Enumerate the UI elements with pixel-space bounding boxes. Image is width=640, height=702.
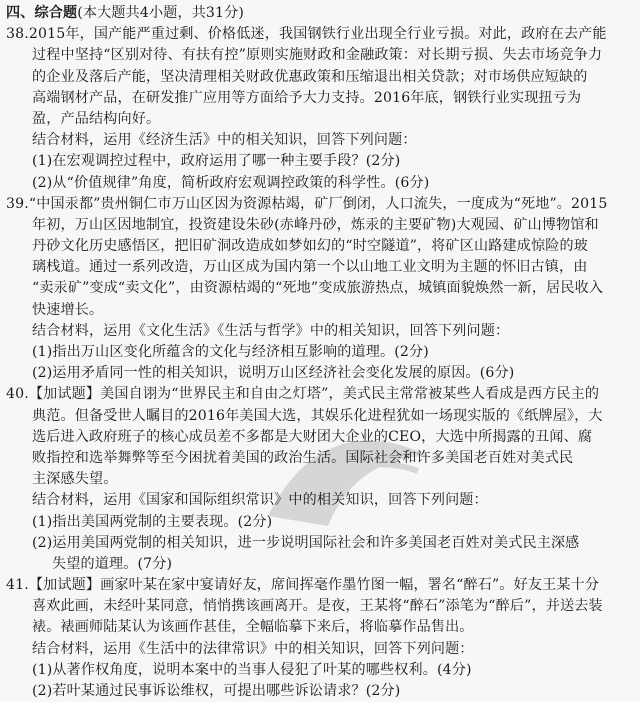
q39-line-2: 年初，万山区因地制宜，投资建设朱砂(赤峰丹砂，炼汞的主要矿物)大观园、矿山博物馆和 [32,216,599,233]
q39-question-2: (2)运用矛盾同一性的相关知识，说明万山区经济社会变化发展的原因。(6分) [32,365,515,382]
section-note: (本大题共4小题，共31分) [77,5,245,21]
q41-question-1: (1)从著作权角度，说明本案中的当事人侵犯了叶某的哪些权利。(4分) [32,661,472,678]
q39-instruction: 结合材料，运用《文化生活》《生活与哲学》中的相关知识，回答下列问题： [32,322,510,339]
q39-line-4: 璃栈道。通过一系列改造，万山区成为国内第一个以山地工业文明为主题的怀旧古镇，由 [32,259,588,276]
q39-question-1: (1)指出万山区变化所蕴含的文化与经济相互影响的道理。(2分) [32,344,429,360]
q40-line-3: 选后进入政府班子的核心成员差不多都是大财团大企业的CEO，大选中所揭露的丑闻、腐 [32,428,593,445]
q38-instruction: 结合材料，运用《经济生活》中的相关知识，回答下列问题： [32,132,417,149]
q41-line-1: 41.【加试题】画家叶某在家中宴请好友，席间挥毫作墨竹图一幅，署名“醉石”。好友王某十分 [6,577,600,594]
q38-line-3: 的企业及落后产能，坚决清理相关财政优惠政策和压缩退出相关贷款；对市场供应短缺的 [32,68,588,85]
q41-line-3: 裱。裱画师陆某认为该画作甚佳，全幅临摹下来后，将临摹作品售出。 [32,619,474,636]
q40-line-4: 败指控和选举舞弊等至今困扰着美国的政治生活。国际社会和许多美国老百姓对美式民 [32,449,574,466]
q39-line-1: 39.“中国汞都”贵州铜仁市万山区因为资源枯竭，矿厂倒闭，人口流失，一度成为“死地”。2015 [6,195,608,212]
q39-line-3: 丹砂文化历史感悟区，把旧矿洞改造成如梦如幻的“时空隧道”，将矿区山路建成惊险的玻 [32,238,588,255]
q38-line-4: 高端钢材产品，在研发推广应用等方面给予大力支持。2016年底，钢铁行业实现扭亏为 [32,89,582,106]
q40-question-2: (2)运用美国两党制的相关知识，进一步说明国际社会和许多美国老百姓对美式民主深感 [32,534,580,551]
q40-question-1: (1)指出美国两党制的主要表现。(2分) [32,513,273,530]
q38-question-1: (1)在宏观调控过程中，政府运用了哪一种主要手段？(2分) [32,153,401,170]
section-heading [6,3,244,23]
q39-line-5: “卖汞矿”变成“卖文化”，由资源枯竭的“死地”变成旅游热点，城镇面貌焕然一新，居民收入 [32,280,604,297]
q41-question-2: (2)若叶某通过民事诉讼维权，可提出哪些诉讼请求？(2分) [32,683,401,699]
q40-line-1: 40.【加试题】美国自诩为“世界民主和自由之灯塔”，美式民主常常被某些人看成是西方民主的 [6,386,600,403]
q40-line-2: 典范。但备受世人瞩目的2016年美国大选，其娱乐化进程犹如一场现实版的《纸牌屋》，大 [32,407,603,424]
q41-instruction: 结合材料，运用《生活中的法律常识》中的相关知识，回答下列问题： [32,640,474,657]
section-title: 四、综合题 [6,5,78,21]
q38-line-2: 过程中坚持“区别对待、有扶有控”原则实施财政和金融政策：对长期亏损、失去市场竞争力 [32,47,603,64]
q39-line-6: 快速增长。 [32,301,104,318]
q38-line-5: 盈，产品结构向好。 [32,110,161,127]
q41-line-2: 喜欢此画，未经叶某同意，悄悄携该画离开。是夜，王某将“醉石”添笔为“醉后”，并送去装 [32,598,603,615]
q40-line-5: 主深感失望。 [32,471,118,488]
q38-question-2: (2)从“价值规律”角度，简析政府宏观调控政策的科学性。(6分) [32,174,430,191]
q40-instruction: 结合材料，运用《国家和国际组织常识》中的相关知识，回答下列问题： [32,492,488,509]
q40-question-2-cont: 失望的道理。(7分) [52,555,173,572]
q38-line-1: 38.2015年，国产能严重过剩、价格低迷，我国钢铁行业出现全行业亏损。对此，政府在去产能 [6,26,607,43]
